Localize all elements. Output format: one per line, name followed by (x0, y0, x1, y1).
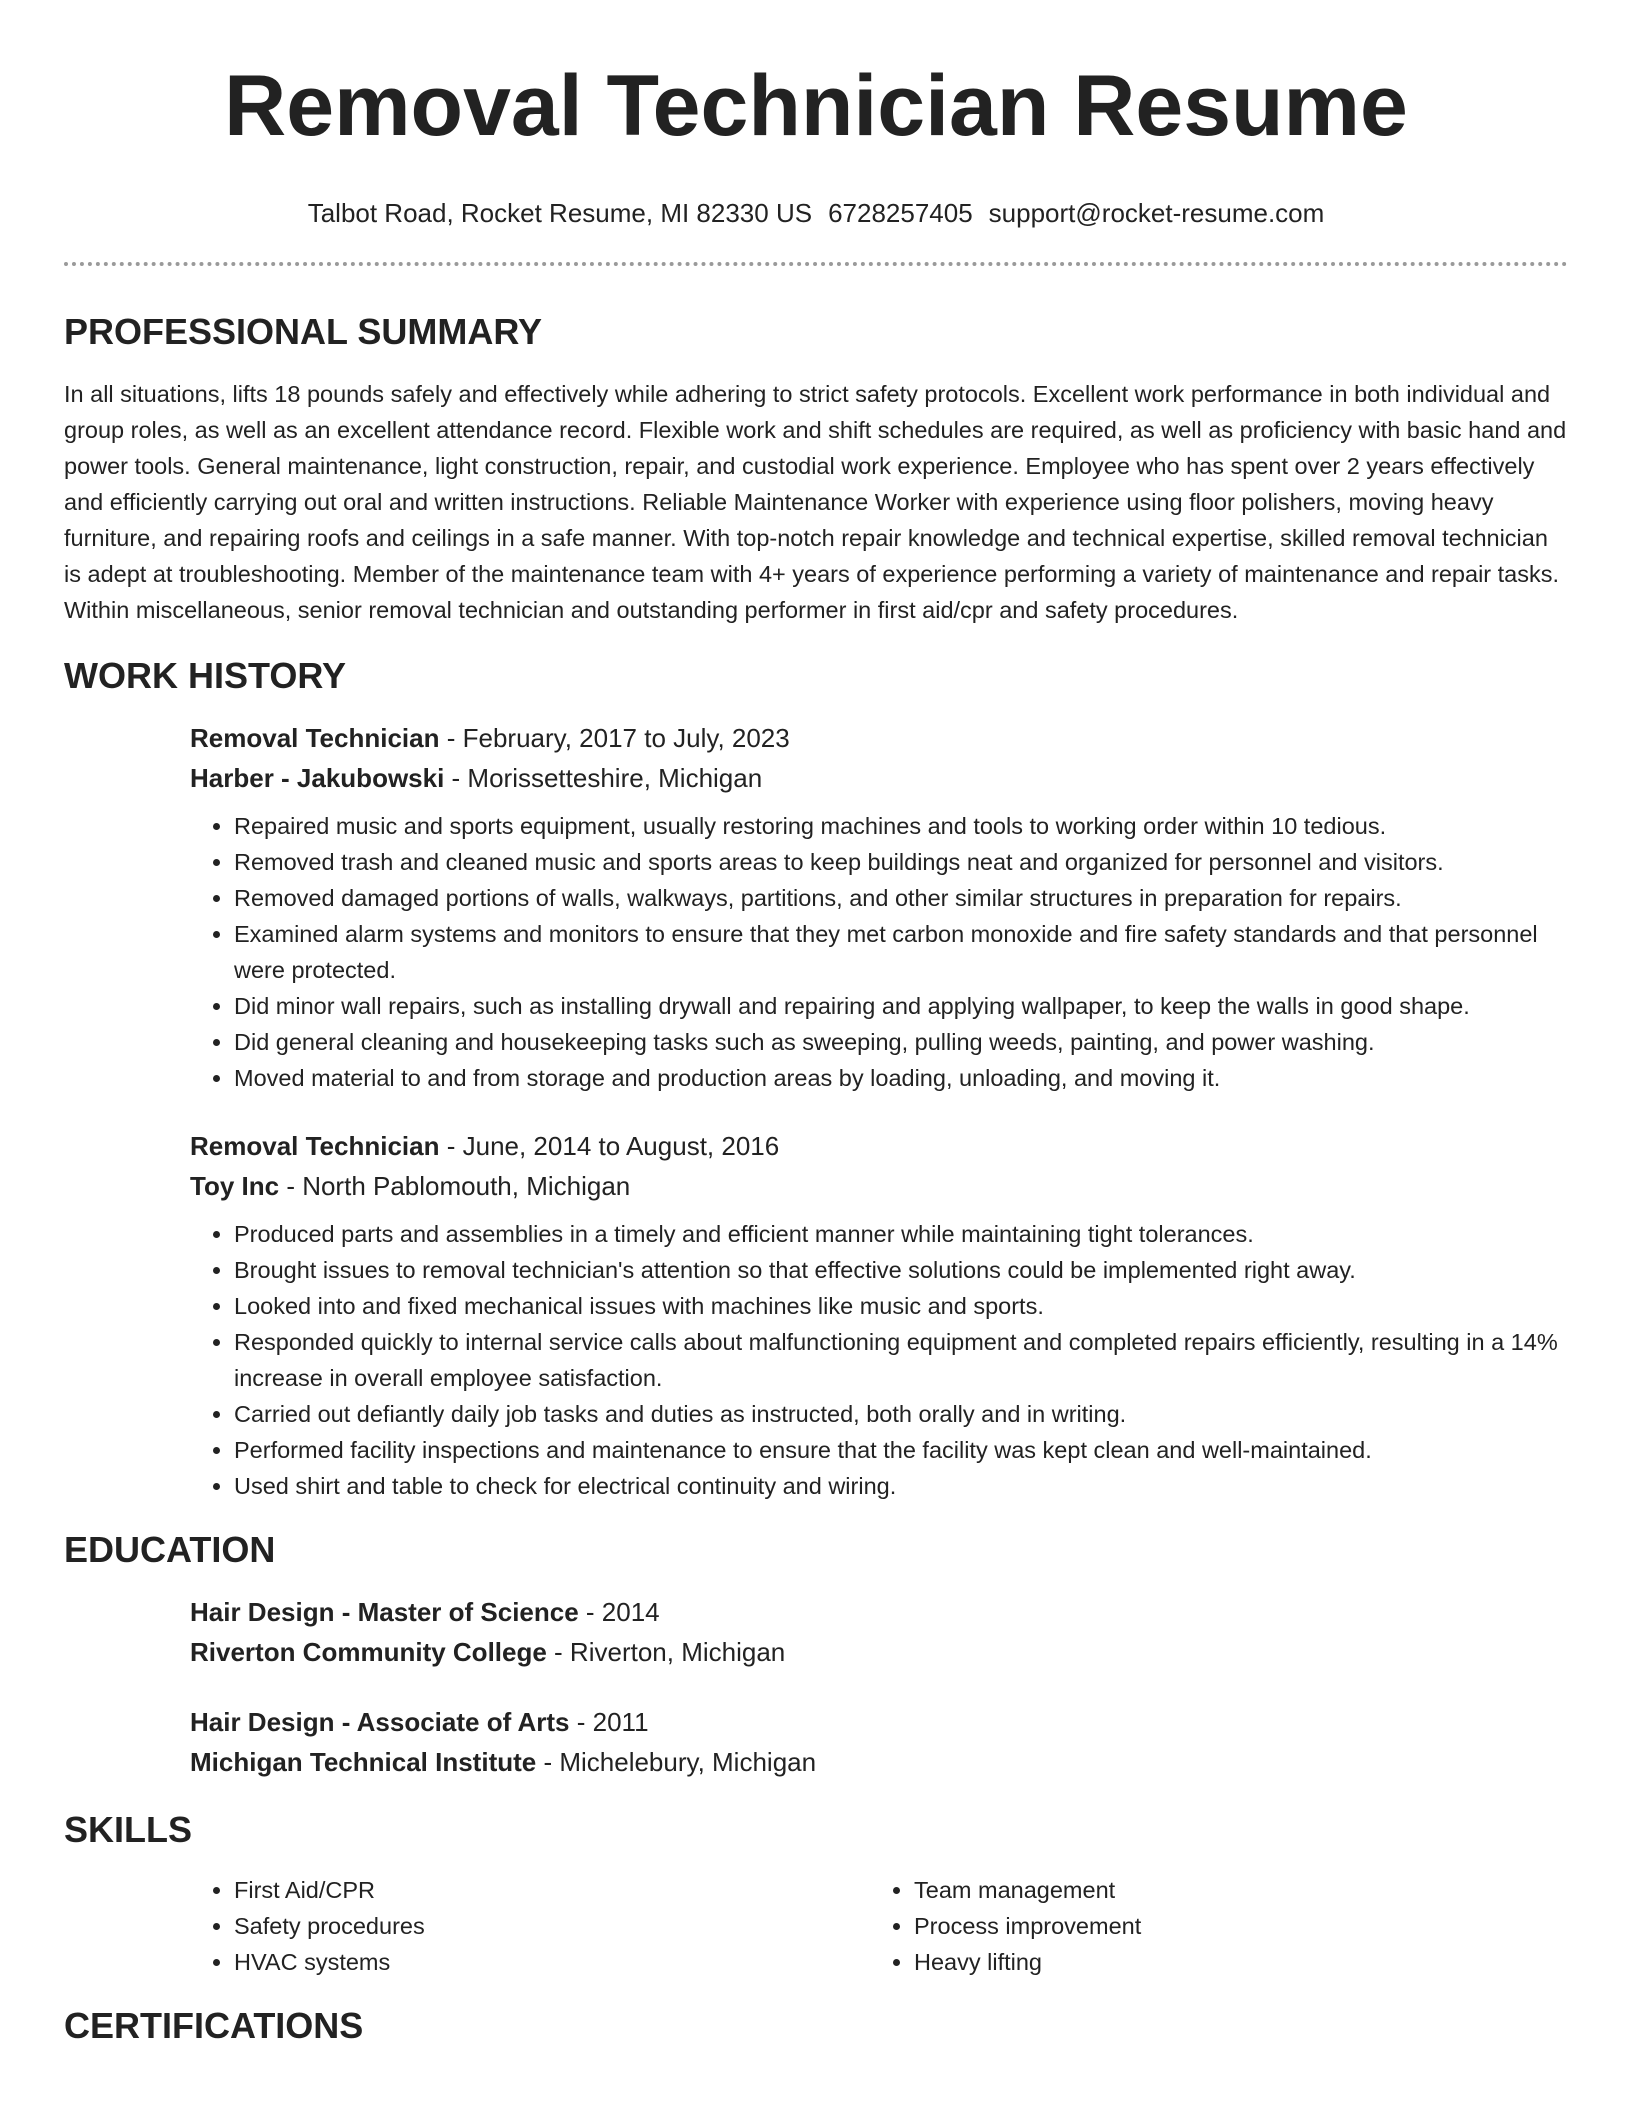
list-item: • Used shirt and table to check for electrical continuity and wiring. (234, 1468, 1568, 1504)
summary-text: In all situations, lifts 18 pounds safely and effectively while adhering to strict safety protocols. Excellent work performance in both individual and group roles, as well as an excellent attendance record. Flexible work and shift schedules are required, as well as proficiency with basic hand and power tools. General maintenance, light construction, repair, and custodial work experience. Employee who has spent over 2 years effectively and efficiently carrying out oral and written instructions. Reliable Maintenance Worker with experience using floor polishers, moving heavy furniture, and repairing roofs and ceilings in a safe manner. With top-notch repair knowledge and technical expertise, skilled removal technician is adept at troubleshooting. Member of the maintenance team with 4+ years of experience performing a variety of maintenance and repair tasks. Within miscellaneous, senior removal technician and outstanding performer in first aid/cpr and safety procedures. (64, 381, 1567, 623)
list-item: • Repaired music and sports equipment, usually restoring machines and tools to working order within 10 tedious. (234, 808, 1568, 844)
job-role: Removal Technician (190, 1131, 440, 1161)
list-item: • Heavy lifting (914, 1944, 1514, 1980)
list-item: • Removed trash and cleaned music and sports areas to keep buildings neat and organized for personnel and visitors. (234, 844, 1568, 880)
job-company-line (190, 758, 1568, 798)
list-item: • HVAC systems (234, 1944, 914, 1980)
section-title-work-history: WORK HISTORY (64, 655, 347, 696)
header-divider (64, 262, 1568, 266)
education-school: Michigan Technical Institute (190, 1747, 537, 1777)
list-item: • Responded quickly to internal service calls about malfunctioning equipment and completed repairs efficiently, resulting in a 14% increase in overall employee satisfaction. (234, 1324, 1568, 1396)
contact-line (64, 196, 1568, 230)
education-degree: Hair Design - Master of Science (190, 1597, 579, 1627)
list-item: • Carried out defiantly daily job tasks and duties as instructed, both orally and in writing. (234, 1396, 1568, 1432)
contact-email[interactable]: support@rocket-resume.com (988, 198, 1325, 228)
job-location: - North Pablomouth, Michigan (279, 1171, 631, 1201)
education-degree-line (190, 1702, 1568, 1742)
job-role: Removal Technician (190, 723, 440, 753)
section-title-skills: SKILLS (64, 1809, 193, 1850)
contact-phone: 6728257405 (828, 198, 973, 228)
section-title-education: EDUCATION (64, 1529, 276, 1570)
job-entry (190, 1126, 1568, 1504)
list-item: • Team management (914, 1872, 1514, 1908)
education-degree-line (190, 1592, 1568, 1632)
list-item: • Did minor wall repairs, such as installing drywall and repairing and applying wallpaper, to keep the walls in good shape. (234, 988, 1568, 1024)
education-school: Riverton Community College (190, 1637, 547, 1667)
skills-list-left (64, 1872, 914, 1980)
job-company: Harber - Jakubowski (190, 763, 445, 793)
education-school-line (190, 1632, 1568, 1672)
list-item: • Safety procedures (234, 1908, 914, 1944)
list-item: • Examined alarm systems and monitors to ensure that they met carbon monoxide and fire safety standards and that personnel were protected. (234, 916, 1568, 988)
job-title-line (190, 1126, 1568, 1166)
list-item: • Moved material to and from storage and production areas by loading, unloading, and moving it. (234, 1060, 1568, 1096)
job-dates: - February, 2017 to July, 2023 (439, 723, 790, 753)
education-entry (190, 1592, 1568, 1672)
job-company-line (190, 1166, 1568, 1206)
list-item: • Process improvement (914, 1908, 1514, 1944)
education-location: - Michelebury, Michigan (536, 1747, 817, 1777)
list-item: • Produced parts and assemblies in a timely and efficient manner while maintaining tight tolerances. (234, 1216, 1568, 1252)
job-bullets (64, 808, 1568, 1096)
job-title-line (190, 718, 1568, 758)
job-bullets (64, 1216, 1568, 1504)
list-item: • Did general cleaning and housekeeping tasks such as sweeping, pulling weeds, painting, and power washing. (234, 1024, 1568, 1060)
list-item: • Performed facility inspections and maintenance to ensure that the facility was kept clean and well-maintained. (234, 1432, 1568, 1468)
job-location: - Morissetteshire, Michigan (444, 763, 763, 793)
education-degree: Hair Design - Associate of Arts (190, 1707, 570, 1737)
resume-title: Removal Technician Resume (224, 58, 1408, 154)
list-item: • Removed damaged portions of walls, walkways, partitions, and other similar structures in preparation for repairs. (234, 880, 1568, 916)
job-dates: - June, 2014 to August, 2016 (439, 1131, 780, 1161)
section-title-certifications: CERTIFICATIONS (64, 2005, 364, 2046)
education-entry (190, 1702, 1568, 1782)
job-company: Toy Inc (190, 1171, 280, 1201)
list-item: • Looked into and fixed mechanical issues with machines like music and sports. (234, 1288, 1568, 1324)
list-item: • First Aid/CPR (234, 1872, 914, 1908)
list-item: • Brought issues to removal technician's attention so that effective solutions could be implemented right away. (234, 1252, 1568, 1288)
education-school-line (190, 1742, 1568, 1782)
job-entry (190, 718, 1568, 1096)
skills-list-right (914, 1872, 1514, 1980)
contact-address: Talbot Road, Rocket Resume, MI 82330 US (307, 198, 813, 228)
education-year: - 2014 (578, 1597, 660, 1627)
education-year: - 2011 (569, 1707, 649, 1737)
education-location: - Riverton, Michigan (546, 1637, 786, 1667)
skills-grid (64, 1872, 1568, 1980)
section-title-summary: PROFESSIONAL SUMMARY (64, 311, 543, 352)
